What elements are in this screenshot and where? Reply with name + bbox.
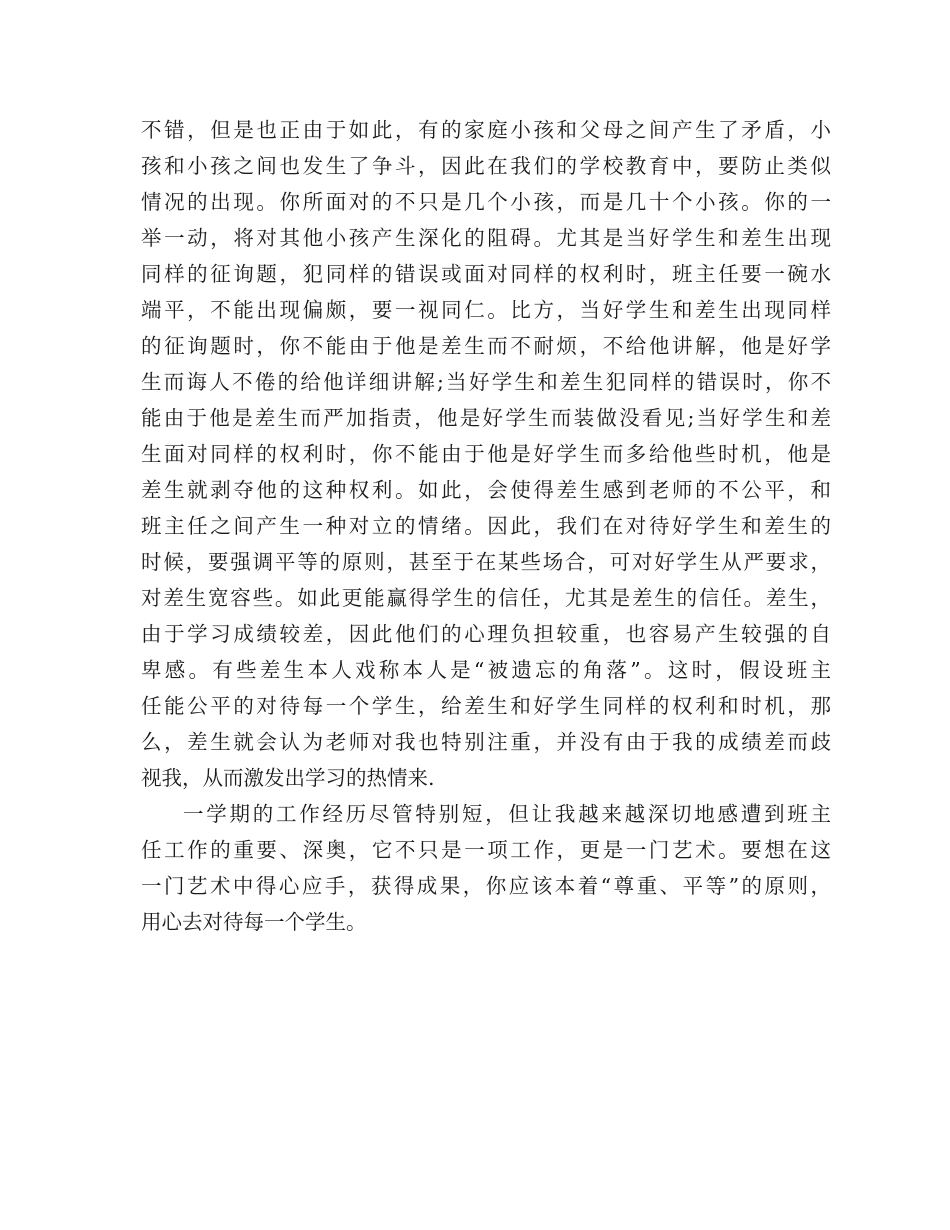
text-line: 班主任之间产生一种对立的情绪。因此，我们在对待好学生和差生的	[141, 514, 831, 538]
text-line: 一学期的工作经历尽管特别短，但让我越来越深切地感遭到班主	[183, 802, 831, 826]
text-line: 视我，从而激发出学习的热情来.	[141, 766, 435, 790]
paragraph-1	[141, 112, 831, 796]
text-line: 情况的出现。你所面对的不只是几个小孩，而是几十个小孩。你的一	[141, 190, 831, 214]
text-line: 差生就剥夺他的这种权利。如此，会使得差生感到老师的不公平，和	[141, 478, 831, 502]
text-line: 生面对同样的权利时，你不能由于他是好学生而多给他些时机，他是	[141, 442, 831, 466]
text-line: 举一动，将对其他小孩产生深化的阻碍。尤其是当好学生和差生出现	[141, 226, 831, 250]
text-line: 由于学习成绩较差，因此他们的心理负担较重，也容易产生较强的自	[141, 622, 831, 646]
paragraph-2	[141, 796, 831, 940]
text-line: 对差生宽容些。如此更能赢得学生的信任，尤其是差生的信任。差生，	[141, 586, 831, 610]
text-line: 时候，要强调平等的原则，甚至于在某些场合，可对好学生从严要求，	[141, 550, 831, 574]
text-line: 用心去对待每一个学生。	[141, 910, 367, 934]
text-line: 任工作的重要、深奥，它不只是一项工作，更是一门艺术。要想在这	[141, 838, 831, 862]
text-line: 孩和小孩之间也发生了争斗，因此在我们的学校教育中，要防止类似	[141, 154, 831, 178]
text-line: 任能公平的对待每一个学生，给差生和好学生同样的权利和时机，那	[141, 694, 831, 718]
text-line: 生而诲人不倦的给他详细讲解;当好学生和差生犯同样的错误时，你不	[141, 370, 831, 394]
document-body	[141, 112, 831, 940]
text-line: 能由于他是差生而严加指责，他是好学生而装做没看见;当好学生和差	[141, 406, 831, 430]
text-line: 卑感。有些差生本人戏称本人是“被遗忘的角落”。这时，假设班主	[141, 658, 831, 682]
text-line: 不错，但是也正由于如此，有的家庭小孩和父母之间产生了矛盾，小	[141, 118, 831, 142]
text-line: 的征询题时，你不能由于他是差生而不耐烦，不给他讲解，他是好学	[141, 334, 831, 358]
text-line: 同样的征询题，犯同样的错误或面对同样的权利时，班主任要一碗水	[141, 262, 831, 286]
text-line: 一门艺术中得心应手，获得成果，你应该本着“尊重、平等”的原则，	[141, 874, 831, 898]
text-line: 端平，不能出现偏颇，要一视同仁。比方，当好学生和差生出现同样	[141, 298, 831, 322]
text-line: 么，差生就会认为老师对我也特别注重，并没有由于我的成绩差而歧	[141, 730, 831, 754]
